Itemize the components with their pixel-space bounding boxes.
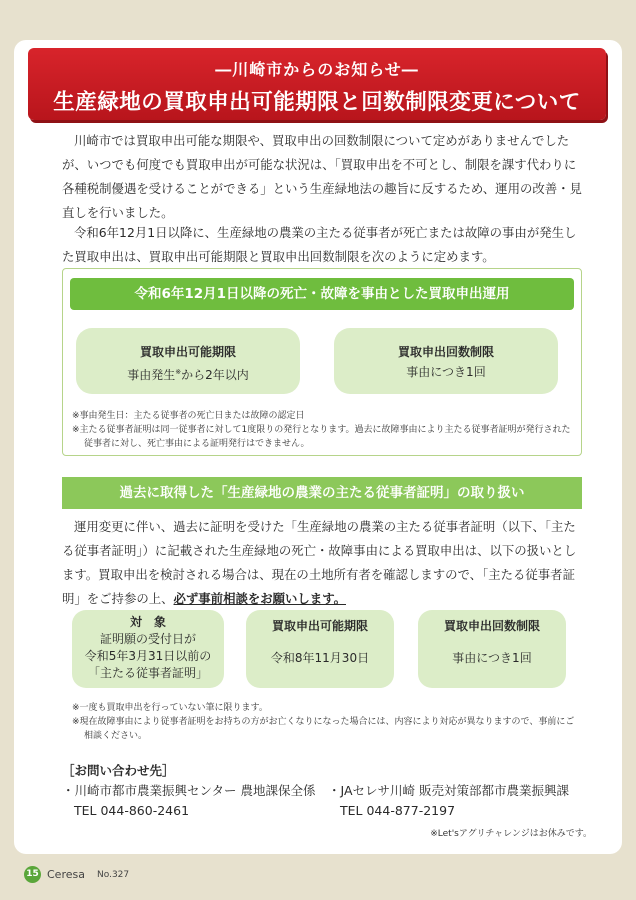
section2-limit-text: 事由につき1回 [452,651,532,665]
section2-limit-title: 買取申出回数制限 [443,619,540,633]
contact-heading: ［お問い合わせ先］ [62,763,175,778]
consultation-emphasis: 必ず事前相談をお願いします。 [173,591,346,606]
section2-target-line-3: 「主たる従事者証明」 [87,666,208,680]
section1-deadline-text: 事由発生※から2年以内 [127,368,249,382]
section1-deadline-title: 買取申出可能期限 [139,345,236,359]
section2-deadline-title: 買取申出可能期限 [271,619,368,633]
section2-notes [72,701,578,743]
section2-target-line-1: 証明願の受付日が [99,632,196,646]
section2-deadline-text: 令和8年11月30日 [270,651,370,665]
banner-subtitle: ―川崎市からのお知らせ― [215,60,419,79]
section2-deadline-box [246,610,394,688]
section1-note-1: ※事由発生日：主たる従事者の死亡日または故障の認定日 [72,411,305,421]
section2-target-title: 対 象 [129,615,166,629]
title-banner [28,48,606,120]
contact-2 [328,781,569,821]
contact-2-tel: TEL 044-877-2197 [340,803,456,818]
section2-note-2: ※現在故障事由により従事者証明をお持ちの方がお亡くなりになった場合には、内容により対応が異なりますので、事前にご相談ください。 [72,717,575,741]
intro-paragraph-2: 令和6年12月1日以降に、生産緑地の農業の主たる従事者が死亡または故障の事由が発生した買取申出は、買取申出可能期限と買取申出回数制限を次のように定めます。 [62,225,577,264]
issue-number: No.327 [97,870,130,880]
magazine-name: Ceresa [47,868,85,881]
section1-deadline-box [76,328,300,394]
section1-limit-box [334,328,558,394]
intro-paragraph-1: 川崎市では買取申出可能な期限や、買取申出の回数制限について定めがありませんでしたが、いつでも何度でも買取申出が可能な状況は、「買取申出を不可とし、制限を課す代わりに各種税制優遇を受けることができる」という生産緑地法の趣旨に反するため、運用の改善・見直しを行いました。 [62,133,582,220]
section2-target-line-2: 令和5年3月31日以前の [84,649,212,663]
section2-heading: 過去に取得した「生産緑地の農業の主たる従事者証明」の取り扱い [62,477,582,509]
contact-2-org: ・JAセレサ川崎 販売対策部都市農業振興課 [328,783,569,798]
section1-notes [72,409,572,451]
section1-limit-title: 買取申出回数制限 [397,345,494,359]
page-number-badge: 15 [24,866,41,883]
section1-heading: 令和6年12月1日以降の死亡・故障を事由とした買取申出運用 [70,278,574,310]
section2-limit-box [418,610,566,688]
section2-target-box [72,610,224,688]
section1-limit-text: 事由につき1回 [406,365,486,379]
contact-1 [62,781,315,821]
section2-note-1: ※一度も買取申出を行っていない筆に限ります。 [72,703,268,713]
section1-note-2: ※主たる従事者証明は同一従事者に対して1度限りの発行となります。過去に故障事由により主たる従事者証明が発行された従事者に対し、死亡事由による証明発行はできません。 [72,425,571,449]
contact-1-tel: TEL 044-860-2461 [74,803,190,818]
banner-title: 生産緑地の買取申出可能期限と回数制限変更について [53,90,581,115]
contact-1-org: ・川崎市都市農業振興センター 農地課保全係 [62,783,316,798]
section2-paragraph: 運用変更に伴い、過去に証明を受けた「生産緑地の農業の主たる従事者証明（以下、「主たる従事者証明」）に記載された生産緑地の死亡・故障事由による買取申出は、以下の扱いとします。買取申出を検討される場合は、現在の土地所有者を確認しますので、「主たる従事者証明」をご持参の上、必ず事前相談をお願いします。 [62,519,577,606]
footnote: ※Let'sアグリチャレンジはお休みです。 [430,829,592,839]
